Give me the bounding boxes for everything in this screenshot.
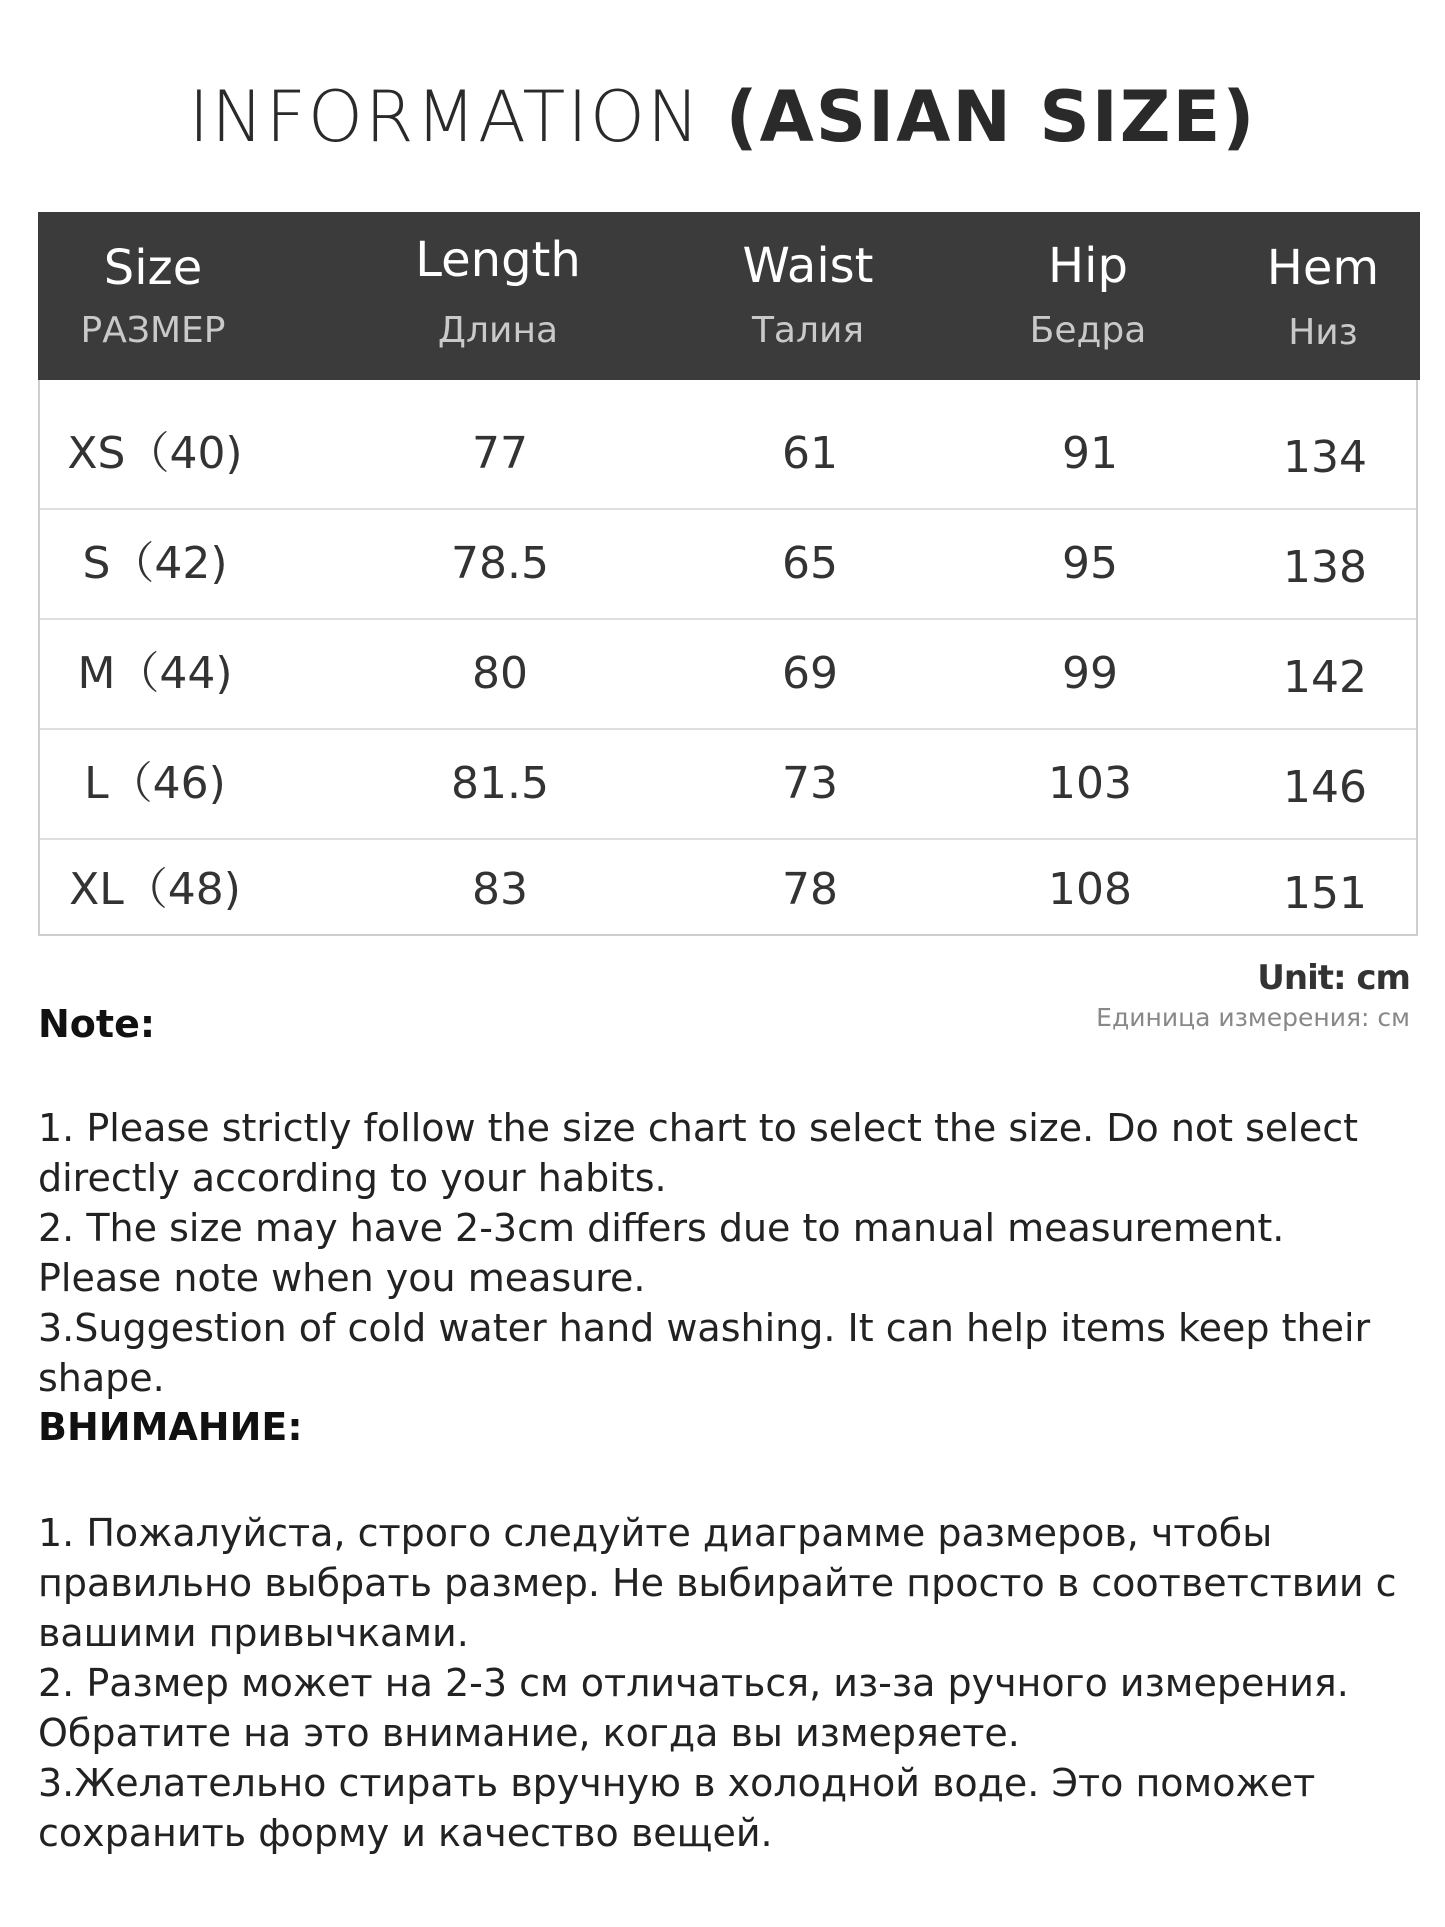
cell-waist: 73 [782, 758, 838, 809]
note-item-ru: 3.Желательно стирать вручную в холодной воде. Это поможет сохранить форму и качество вещей. [38, 1761, 1316, 1855]
cell-hip: 99 [1062, 648, 1118, 699]
cell-length: 80 [472, 648, 528, 699]
note-heading: Note: [38, 1002, 156, 1046]
cell-hem: 146 [1283, 762, 1367, 813]
header-label-ru: РАЗМЕР [80, 310, 226, 351]
cell-hip: 91 [1062, 428, 1118, 479]
cell-waist: 78 [782, 864, 838, 915]
cell-waist: 61 [782, 428, 838, 479]
table-row [40, 836, 1416, 944]
note-body [38, 1103, 1418, 1403]
cell-size: XL（48) [69, 864, 241, 915]
header-hem [1208, 212, 1438, 380]
cell-length: 81.5 [451, 758, 549, 809]
cell-hem: 134 [1283, 432, 1367, 483]
header-label-en: Length [415, 232, 581, 288]
header-label-ru: Длина [437, 310, 559, 351]
header-length [328, 212, 668, 380]
title-asian-size: (ASIAN SIZE) [725, 76, 1257, 158]
cell-length: 77 [472, 428, 528, 479]
page-title [0, 66, 1445, 167]
cell-hip: 108 [1048, 864, 1132, 915]
table-row [40, 400, 1416, 510]
header-label-en: Size [103, 240, 203, 296]
table-row [40, 730, 1416, 840]
note-item: 3.Suggestion of cold water hand washing. It can help items keep their shape. [38, 1306, 1371, 1400]
note-item-ru: 1. Пожалуйста, строго следуйте диаграмме размеров, чтобы правильно выбрать размер. Не выбирайте просто в соответствии с вашими привычками. [38, 1511, 1397, 1655]
unit-label: Unit: cm [1257, 958, 1410, 998]
header-label-en: Hip [1048, 238, 1128, 294]
header-label-ru: Бедра [1029, 310, 1147, 351]
table-header [38, 212, 1420, 380]
note-body-ru [38, 1508, 1418, 1858]
cell-length: 78.5 [451, 538, 549, 589]
cell-hem: 142 [1283, 652, 1367, 703]
cell-hem: 138 [1283, 542, 1367, 593]
cell-hem: 151 [1283, 868, 1367, 919]
unit-label-ru: Единица измерения: см [1096, 1003, 1410, 1032]
cell-hip: 103 [1048, 758, 1132, 809]
header-waist [638, 212, 978, 380]
note-item: 1. Please strictly follow the size chart to select the size. Do not select directly according to your habits. [38, 1106, 1359, 1200]
header-hip [938, 212, 1238, 380]
cell-size: XS（40) [67, 428, 243, 479]
cell-waist: 69 [782, 648, 838, 699]
header-label-en: Hem [1266, 240, 1380, 296]
table-row [40, 510, 1416, 620]
title-main: INFORMATION [188, 76, 726, 158]
note-item-ru: 2. Размер может на 2-3 см отличаться, из-за ручного измерения. Обратите на это внимание, когда вы измеряете. [38, 1661, 1349, 1755]
cell-size: L（46) [84, 758, 226, 809]
table-row [40, 620, 1416, 730]
header-label-ru: Низ [1288, 312, 1358, 353]
header-label-ru: Талия [751, 310, 865, 351]
cell-waist: 65 [782, 538, 838, 589]
note-heading-ru: ВНИМАНИЕ: [38, 1405, 303, 1449]
size-table [38, 212, 1418, 936]
cell-size: M（44) [77, 648, 233, 699]
header-size [38, 212, 268, 380]
cell-hip: 95 [1062, 538, 1118, 589]
header-label-en: Waist [742, 238, 874, 294]
note-item: 2. The size may have 2-3cm differs due to manual measurement. Please note when you measure. [38, 1206, 1285, 1300]
cell-size: S（42) [82, 538, 228, 589]
cell-length: 83 [472, 864, 528, 915]
